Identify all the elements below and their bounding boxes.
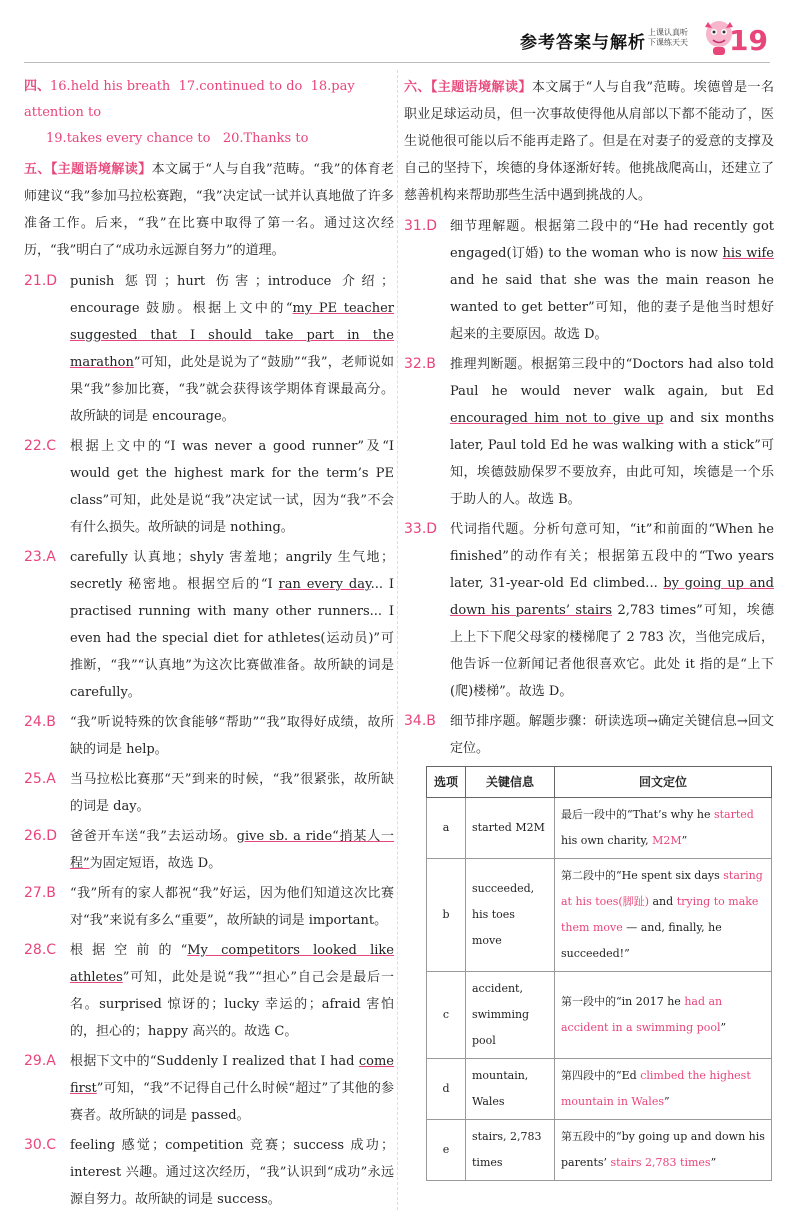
answer-explanation (450, 213, 774, 348)
location-highlight: had an accident in a swimming pool (561, 995, 723, 1034)
location-text: his own charity, (561, 834, 653, 847)
location-text: 第一段中的“in 2017 he (561, 995, 685, 1008)
answer-table (426, 766, 772, 1181)
section6-intro: 六、【主题语境解读】本文属于“人与自我”范畴。埃德曾是一名职业足球运动员，但一次事故使得他从肩部以下都不能动了，医生说他很可能以后不能再走路了。但是在对妻子的爱意的支撑及自己的坚持下，埃德的身体逐渐好转。他挑战爬高山，还建立了慈善机构来帮助那些生活中遇到挑战的人。 (404, 80, 774, 203)
explanation-text: 推理判断题。根据第三段中的“Doctors had also told Paul he would never walk again, but Ed (450, 357, 774, 399)
location-cell (555, 1120, 772, 1181)
answer-item (24, 823, 394, 877)
key-info-cell: stairs, 2,783 times (466, 1120, 555, 1181)
answer-item (404, 708, 774, 762)
explanation-text: “我”听说特殊的饮食能够“帮助”“我”取得好成绩，故所缺的词是 help。 (70, 715, 394, 757)
explanation-text: and six months later, Paul told Ed he was walking with a stick”可知，埃德鼓励保罗不要放弃，由此可知，埃德是一个乐于助人的人。故选 B。 (450, 411, 774, 507)
underlined-quote: give sb. a ride“捎某人一程” (70, 829, 395, 871)
underlined-quote: by going up and down his parents’ stairs (450, 576, 774, 618)
answer-item (24, 709, 394, 763)
answer-item (24, 880, 394, 934)
answer-number: 28.C (24, 942, 57, 958)
answer-item (24, 1132, 394, 1213)
table-header: 关键信息 (466, 767, 555, 798)
answer-item (404, 213, 774, 348)
key-info-cell: accident, swimming pool (466, 972, 555, 1059)
header-divider (24, 62, 770, 63)
explanation-text: 爸爸开车送“我”去运动场。 (70, 829, 237, 844)
answer-number: 27.B (24, 885, 56, 901)
key-info-cell: started M2M (466, 798, 555, 859)
underlined-quote: come first (70, 1054, 394, 1096)
answer-explanation (70, 1048, 394, 1129)
option-cell: a (427, 798, 466, 859)
location-text: ” (663, 1095, 670, 1108)
location-cell (555, 798, 772, 859)
explanation-text: 细节排序题。解题步骤：研读选项→确定关键信息→回文定位。 (450, 714, 774, 756)
explanation-text: 为固定短语，故选 D。 (89, 856, 222, 871)
explanation-text: ... I practised running with many other runners... I even had the special diet for athletes(运动员)”可推断，“我”“认真地”为这次比赛做准备。故所缺的词是 carefully。 (70, 577, 395, 700)
answer-item (24, 766, 394, 820)
explanation-text: 根据空前的“ (70, 943, 188, 958)
right-column (404, 74, 774, 1181)
section4-answers: 四、16.held his breath 17.continued to do 18.pay attention to 19.takes every chance to 20.Thanks to (24, 79, 355, 146)
answer-explanation (70, 880, 394, 934)
location-cell (555, 972, 772, 1059)
table-row (427, 972, 772, 1059)
underlined-quote: encouraged him not to give up (450, 411, 664, 426)
answer-explanation (70, 544, 394, 706)
answer-number: 26.D (24, 828, 58, 844)
answer-item (24, 937, 394, 1045)
table-row (427, 1120, 772, 1181)
answer-explanation (70, 433, 394, 541)
location-text: 第五段中的“by going up and down his parents’ (561, 1130, 765, 1169)
answer-number: 29.A (24, 1053, 56, 1069)
answer-explanation (70, 766, 394, 820)
column-divider (397, 70, 398, 1210)
location-text: ” (720, 1021, 727, 1034)
explanation-text: 2,783 times”可知，埃德上上下下爬父母家的楼梯爬了 2 783 次，当他完成后，他告诉一位新闻记者他很喜欢它。此处 it 指的是“上下(爬)楼梯”。故选 D。 (450, 603, 774, 699)
answer-explanation (70, 937, 394, 1045)
answer-number: 30.C (24, 1137, 57, 1153)
location-highlight: stairs 2,783 times (610, 1156, 711, 1169)
explanation-text: 当马拉松比赛那“天”到来的时候，“我”很紧张，故所缺的词是 day。 (70, 772, 394, 814)
answer-number: 23.A (24, 549, 56, 565)
answer-item (404, 516, 774, 705)
location-highlight: M2M (652, 834, 682, 847)
location-text: ” (681, 834, 688, 847)
underlined-quote: My competitors looked like athletes (70, 943, 394, 985)
table-header: 选项 (427, 767, 466, 798)
explanation-text: and he said that she was the main reason he wanted to get better”可知，他的妻子是他当时想好起来的主要原因。故选 D。 (450, 273, 774, 342)
answer-explanation (70, 823, 394, 877)
underlined-quote: my PE teacher suggested that I should take part in the marathon (70, 301, 394, 370)
key-info-cell: mountain, Wales (466, 1059, 555, 1120)
answer-item (24, 544, 394, 706)
answer-number: 34.B (404, 713, 436, 729)
section5-intro: 五、【主题语境解读】本文属于“人与自我”范畴。“我”的体育老师建议“我”参加马拉松赛跑，“我”决定试一试并认真地做了许多准备工作。后来，“我”在比赛中取得了第一名。通过这次经历，“我”明白了“成功永远源自努力”的道理。 (24, 162, 394, 258)
answer-number: 31.D (404, 218, 438, 234)
left-answer-list (24, 268, 394, 1213)
page-number: 19 (729, 24, 768, 57)
left-column (24, 74, 394, 1216)
answer-item (24, 1048, 394, 1129)
location-text: 第四段中的“Ed (561, 1069, 641, 1082)
answer-number: 22.C (24, 438, 57, 454)
answer-explanation (450, 516, 774, 705)
location-highlight: staring at his toes(脚趾) (561, 869, 763, 908)
answer-item (404, 351, 774, 513)
explanation-text: ”可知，此处是说为了“鼓励”“我”，老师说如果“我”参加比赛，“我”就会获得该学期体育课最高分。故所缺的词是 encourage。 (70, 355, 394, 424)
answer-item (24, 268, 394, 430)
table-row (427, 1059, 772, 1120)
explanation-text: 根据上文中的“I was never a good runner”及“I would get the highest mark for the term’s PE class”可知，此处是说“我”决定试一试，因为“我”不会有什么损失。故所缺的词是 nothing。 (70, 439, 394, 535)
location-cell (555, 859, 772, 972)
location-text: ” (710, 1156, 717, 1169)
location-text: and (649, 895, 677, 908)
answer-explanation (70, 268, 394, 430)
location-highlight: started (713, 808, 754, 821)
answer-number: 21.D (24, 273, 58, 289)
explanation-text: punish 惩罚；hurt 伤害；introduce 介绍；encourage 鼓励。根据上文中的“ (70, 274, 394, 316)
header-title: 参考答案与解析 (520, 33, 646, 53)
option-cell: c (427, 972, 466, 1059)
answer-explanation (70, 1132, 394, 1213)
option-cell: b (427, 859, 466, 972)
table-header-row (427, 767, 772, 798)
table-row (427, 859, 772, 972)
key-info-cell: succeeded, his toes move (466, 859, 555, 972)
location-text: 第二段中的“He spent six days (561, 869, 724, 882)
location-text: 最后一段中的“That’s why he (561, 808, 714, 821)
header-tagline: 上课认真听 下课练天天 (648, 28, 688, 47)
answer-explanation (450, 351, 774, 513)
explanation-text: “我”所有的家人都祝“我”好运，因为他们知道这次比赛对“我”来说有多么“重要”，故所缺的词是 important。 (70, 886, 394, 928)
explanation-text: 细节理解题。根据第二段中的“He had recently got engaged(订婚) to the woman who is now (450, 219, 774, 261)
table-body (427, 798, 772, 1181)
answer-number: 32.B (404, 356, 436, 372)
table-row (427, 798, 772, 859)
explanation-text: ”可知，“我”不记得自己什么时候“超过”了其他的参赛者。故所缺的词是 passed。 (70, 1081, 394, 1123)
answer-number: 24.B (24, 714, 56, 730)
location-cell (555, 1059, 772, 1120)
explanation-text: 根据下文中的“Suddenly I realized that I had (70, 1054, 359, 1069)
answer-number: 33.D (404, 521, 438, 537)
explanation-text: feeling 感觉；competition 竞赛；success 成功；interest 兴趣。通过这次经历，“我”认识到“成功”永远源自努力。故所缺的词是 success。 (70, 1138, 394, 1207)
answer-explanation (70, 709, 394, 763)
page-header (0, 0, 800, 64)
right-answer-list (404, 213, 774, 762)
explanation-text: ”可知，此处是说“我”“担心”自己会是最后一名。surprised 惊讶的；lucky 幸运的；afraid 害怕的，担心的；happy 高兴的。故选 C。 (70, 970, 394, 1039)
location-text: — and, finally, he succeeded!” (561, 921, 722, 960)
location-highlight: climbed the highest mountain in Wales (561, 1069, 751, 1108)
option-cell: d (427, 1059, 466, 1120)
underlined-quote: his wife (722, 246, 774, 261)
underlined-quote: ran every day (278, 577, 371, 592)
table-header: 回文定位 (555, 767, 772, 798)
answer-number: 25.A (24, 771, 56, 787)
answer-item (24, 433, 394, 541)
answer-explanation (450, 708, 774, 762)
location-highlight: trying to make them move (561, 895, 759, 934)
option-cell: e (427, 1120, 466, 1181)
explanation-text: carefully 认真地；shyly 害羞地；angrily 生气地；secretly 秘密地。根据空后的“I (70, 550, 394, 592)
explanation-text: 代词指代题。分析句意可知，“it”和前面的“When he finished”的动作有关；根据第五段中的“Two years later, 31-year-old Ed climbed... (450, 522, 774, 591)
